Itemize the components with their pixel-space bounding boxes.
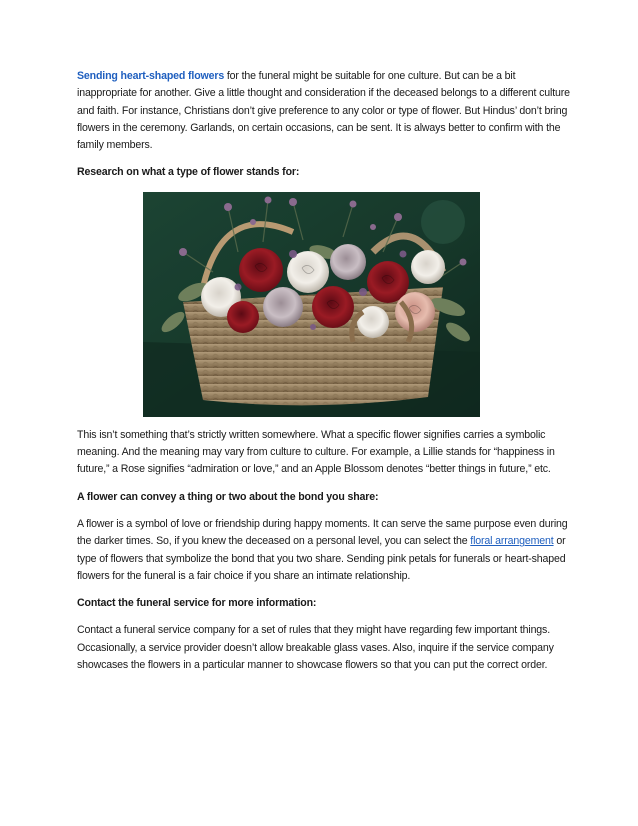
intro-paragraph — [77, 68, 577, 154]
section-heading-bond: A flower can convey a thing or two about the bond you share: — [77, 490, 379, 503]
document-content — [77, 68, 577, 684]
bond-text-after: or type of flowers that symbolize the bond that you two share. Sending pink petals for funerals or heart-shaped flowers for the funeral is a fair choice if you share an intimate relationship. — [77, 535, 566, 582]
heart-shaped-flowers-link[interactable]: Sending heart-shaped flowers — [77, 70, 225, 82]
bond-text-before: A flower is a symbol of love or friendship during happy moments. It can serve the same purpose even during the darker times. So, if you knew the deceased on a personal level, you can select the — [77, 517, 568, 548]
flower-basket-image — [143, 192, 480, 417]
section-heading-research: Research on what a type of flower stands for: — [77, 166, 300, 179]
section-heading-contact: Contact the funeral service for more information: — [77, 597, 317, 610]
floral-arrangement-link[interactable]: floral arrangement — [470, 535, 554, 548]
intro-text: for the funeral might be suitable for one culture. But can be a bit inappropriate for another. Give a little thought and consideration if the deceased belongs to a different culture and faith. For instance, Christians don’t give preference to any color or type of flower. But Hindus’ don’t bring flowers in the ceremony. Garlands, on certain occasions, can be sent. It is always better to confirm with the family members. — [77, 70, 570, 152]
flower-basket-photo — [143, 192, 480, 417]
flower-meaning-paragraph: This isn’t something that’s strictly written somewhere. What a specific flower signifies carries a symbolic meaning. And the meaning may vary from culture to culture. For example, a Lillie stands for “happiness in future,” a Rose signifies “admiration or love,” and an Apple Blossom denotes “better things in future,” etc. — [77, 428, 555, 476]
contact-paragraph: Contact a funeral service company for a set of rules that they might have regarding few important things. Occasionally, a service provider doesn’t allow breakable glass vases. Also, inquire if the service company showcases the flowers in a particular manner to showcase flowers so that you can put the correct order. — [77, 624, 554, 672]
bond-paragraph — [77, 516, 577, 585]
